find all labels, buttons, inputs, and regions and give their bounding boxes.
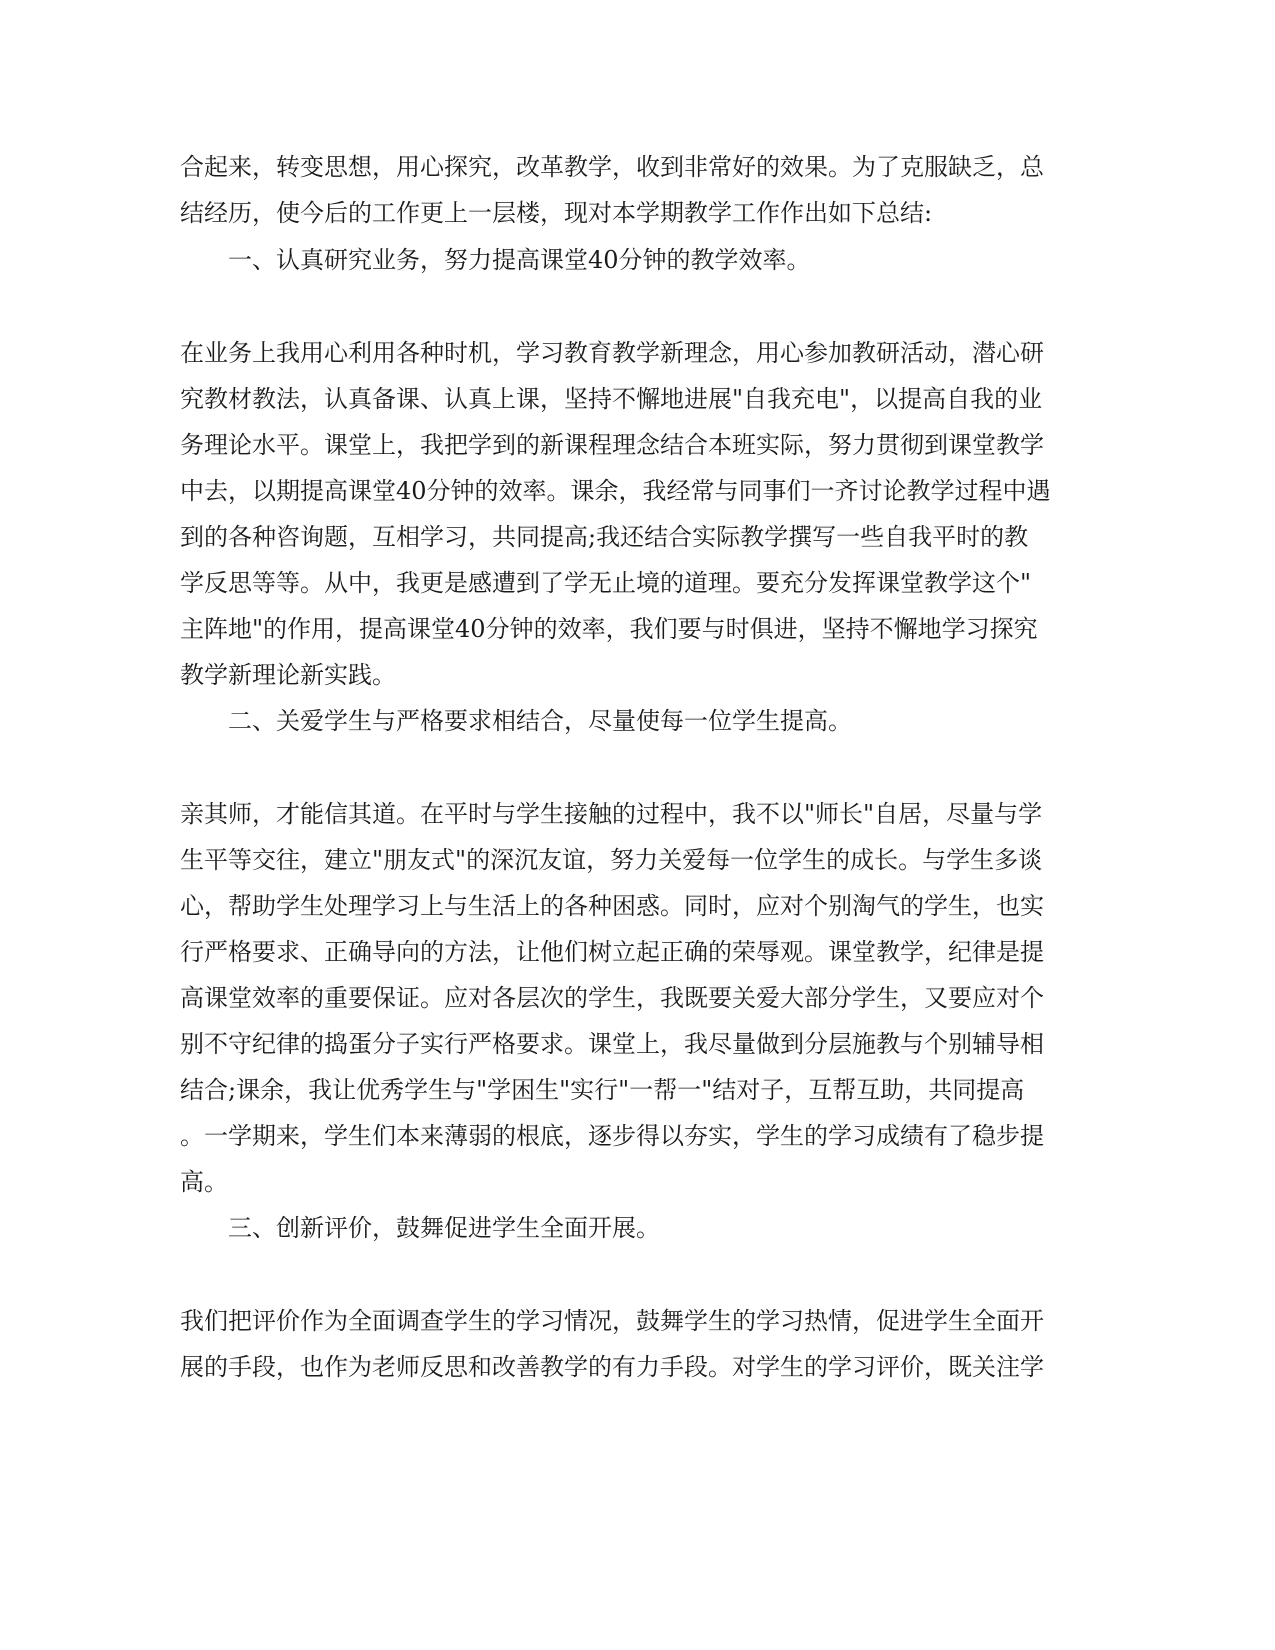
intro-line: 结经历，使今后的工作更上一层楼，现对本学期教学工作作出如下总结: — [180, 199, 933, 227]
paragraph-line: 在业务上我用心利用各种时机，学习教育教学新理念，用心参加教研活动，潜心研 — [180, 339, 1044, 367]
paragraph-line: 主阵地"的作用，提高课堂40分钟的效率，我们要与时俱进，坚持不懈地学习探究 — [180, 615, 1038, 643]
paragraph-line: 亲其师，才能信其道。在平时与学生接触的过程中，我不以"师长"自居，尽量与学 — [180, 800, 1043, 828]
paragraph-line: 心，帮助学生处理学习上与生活上的各种困惑。同时，应对个别淘气的学生，也实 — [180, 892, 1044, 920]
paragraph-line: 结合;课余，我让优秀学生与"学困生"实行"一帮一"结对子，互帮互助，共同提高 — [180, 1076, 1025, 1104]
paragraph-line: 高。 — [180, 1168, 228, 1196]
paragraph-line: 到的各种咨询题，互相学习，共同提高;我还结合实际教学撰写一些自我平时的教 — [180, 523, 1029, 551]
paragraph-line: 究教材教法，认真备课、认真上课，坚持不懈地进展"自我充电"，以提高自我的业 — [180, 385, 1043, 413]
paragraph-line: 务理论水平。课堂上，我把学到的新课程理念结合本班实际，努力贯彻到课堂教学 — [180, 431, 1044, 459]
section-heading-2: 二、关爱学生与严格要求相结合，尽量使每一位学生提高。 — [228, 707, 852, 735]
paragraph-line: 行严格要求、正确导向的方法，让他们树立起正确的荣辱观。课堂教学，纪律是提 — [180, 938, 1044, 966]
intro-line: 合起来，转变思想，用心探究，改革教学，收到非常好的效果。为了克服缺乏，总 — [180, 153, 1044, 181]
paragraph-line: 别不守纪律的捣蛋分子实行严格要求。课堂上，我尽量做到分层施教与个别辅导相 — [180, 1030, 1044, 1058]
paragraph-line: 。一学期来，学生们本来薄弱的根底，逐步得以夯实，学生的学习成绩有了稳步提 — [180, 1122, 1044, 1150]
paragraph-line: 中去，以期提高课堂40分钟的效率。课余，我经常与同事们一齐讨论教学过程中遇 — [180, 477, 1051, 505]
paragraph-line: 高课堂效率的重要保证。应对各层次的学生，我既要关爱大部分学生，又要应对个 — [180, 984, 1044, 1012]
paragraph-line: 展的手段，也作为老师反思和改善教学的有力手段。对学生的学习评价，既关注学 — [180, 1353, 1044, 1381]
paragraph-line: 学反思等等。从中，我更是感遭到了学无止境的道理。要充分发挥课堂教学这个" — [180, 569, 1032, 597]
section-heading-3: 三、创新评价，鼓舞促进学生全面开展。 — [228, 1214, 660, 1242]
paragraph-line: 我们把评价作为全面调查学生的学习情况，鼓舞学生的学习热情，促进学生全面开 — [180, 1307, 1044, 1335]
paragraph-line: 教学新理论新实践。 — [180, 661, 396, 689]
section-heading-1: 一、认真研究业务，努力提高课堂40分钟的教学效率。 — [228, 246, 811, 274]
paragraph-line: 生平等交往，建立"朋友式"的深沉友谊，努力关爱每一位学生的成长。与学生多谈 — [180, 846, 1043, 874]
